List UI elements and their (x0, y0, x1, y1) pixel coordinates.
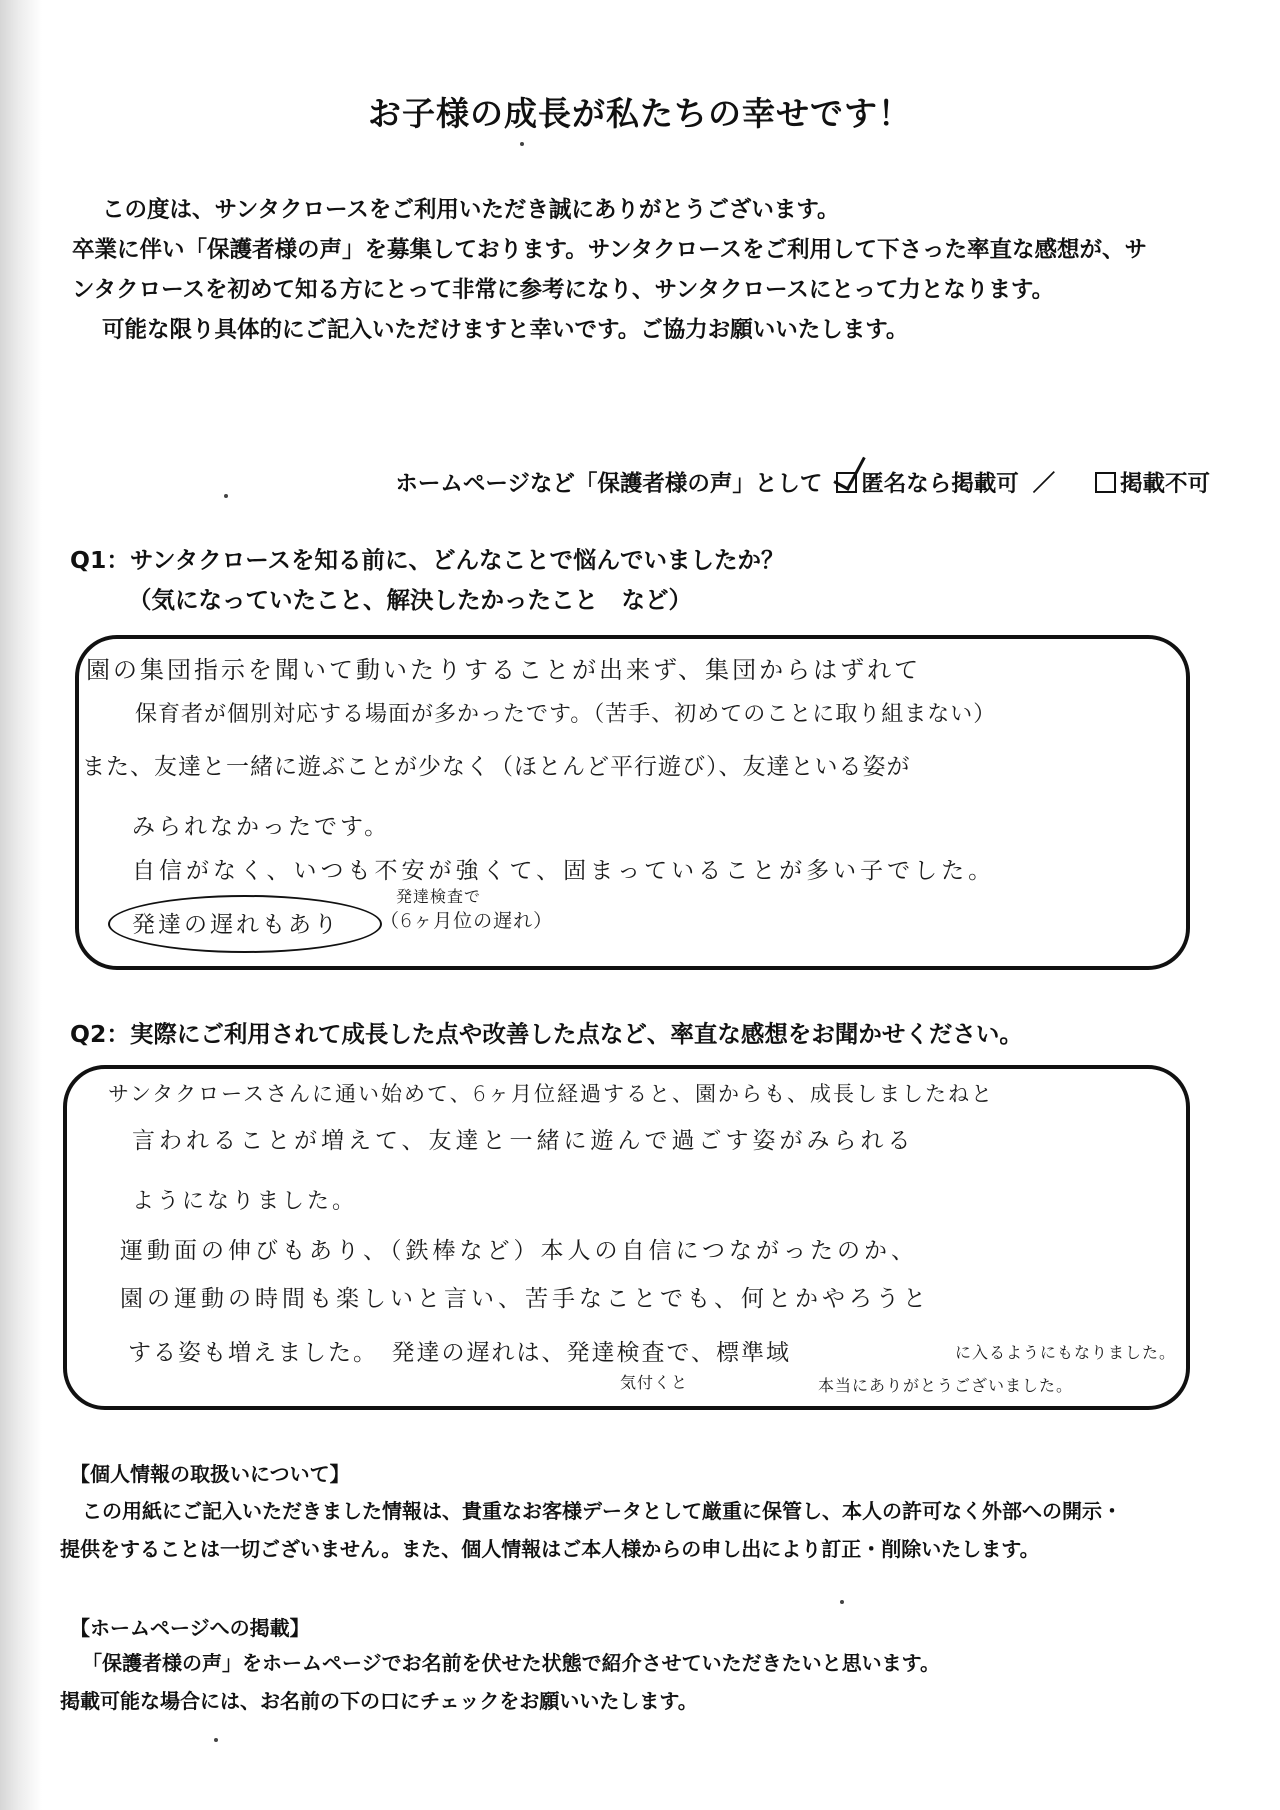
answer-1-line: 自信がなく、いつも不安が強くて、固まっていることが多い子でした。 (132, 858, 996, 884)
intro-line: この度は、サンタクロースをご利用いただき誠にありがとうございます。 (102, 197, 840, 223)
answer-2-note: 本当にありがとうございました。 (818, 1376, 1074, 1395)
consent-option-anonymous[interactable] (836, 471, 1019, 497)
question-2: Q2：実際にご利用されて成長した点や改善した点など、率直な感想をお聞かせください。 (70, 1020, 1023, 1048)
intro-line: ンタクロースを初めて知る方にとって非常に参考になり、サンタクロースにとって力となります。 (72, 277, 1055, 303)
question-1-text: Q1：サンタクロースを知る前に、どんなことで悩んでいましたか？ (70, 546, 785, 574)
privacy-text (60, 1492, 1240, 1568)
answer-1-line: 園の集団指示を聞いて動いたりすることが出来ず、集団からはずれて (86, 656, 922, 684)
homepage-line: 「保護者様の声」をホームページでお名前を伏せた状態で紹介させていただきたいと思います。 (82, 1651, 940, 1675)
consent-option-anonymous-label: 匿名なら掲載可 (861, 471, 1019, 497)
intro-line: 可能な限り具体的にご記入いただけますと幸いです。ご協力お願いいたします。 (102, 317, 909, 343)
answer-1-line: 保育者が個別対応する場面が多かったです。（苦手、初めてのことに取り組まない） (135, 702, 997, 727)
scan-speck (214, 1738, 218, 1742)
answer-1-line: みられなかったです。 (132, 814, 391, 840)
answer-2-line: 言われることが増えて、友達と一緒に遊んで過ごす姿がみられる (132, 1128, 915, 1154)
homepage-heading: 【ホームページへの掲載】 (70, 1616, 310, 1640)
answer-2-note: に入るようにもなりました。 (955, 1343, 1177, 1362)
consent-separator: ／ (1032, 471, 1056, 497)
answer-2-note: 気付くと (620, 1373, 689, 1392)
scan-edge-shadow (0, 0, 42, 1810)
answer-1-note: （6ヶ月位の遅れ） (380, 910, 554, 932)
question-1-subtext: （気になっていたこと、解決したかったこと など） (128, 586, 692, 614)
intro-text (72, 190, 1222, 350)
publication-consent (389, 466, 1210, 498)
answer-1-note: 発達検査で (396, 887, 482, 906)
consent-option-refuse-label: 掲載不可 (1119, 471, 1210, 497)
answer-2-line: 園の運動の時間も楽しいと言い、苦手なことでも、何とかやろうと (120, 1286, 930, 1312)
intro-line: 卒業に伴い「保護者様の声」を募集しております。サンタクロースをご利用して下さった率直な感想が、サ (72, 237, 1148, 263)
scan-speck (840, 1600, 844, 1604)
privacy-line: 提供をすることは一切ございません。また、個人情報はご本人様からの申し出により訂正・削除いたします。 (60, 1537, 1040, 1561)
homepage-text (60, 1644, 1240, 1720)
consent-option-refuse[interactable] (1095, 471, 1210, 497)
consent-label: ホームページなど「保護者様の声」として (395, 471, 823, 497)
scan-speck (520, 142, 524, 146)
answer-1-line: また、友達と一緒に遊ぶことが少なく（ほとんど平行遊び）、友達といる姿が (82, 754, 911, 780)
checkbox-empty-icon[interactable] (1095, 472, 1116, 493)
checkbox-checked-icon[interactable] (836, 472, 857, 493)
privacy-line: この用紙にご記入いただきました情報は、貴重なお客様データとして厳重に保管し、本人の許可なく外部への開示・ (82, 1499, 1122, 1523)
answer-2-line: ようになりました。 (132, 1189, 358, 1214)
question-1 (70, 540, 785, 620)
scan-speck (224, 494, 228, 498)
answer-1-circled-text: 発達の遅れもあり (132, 912, 340, 938)
privacy-heading: 【個人情報の取扱いについて】 (70, 1462, 350, 1486)
answer-2-line: サンタクロースさんに通い始めて、6ヶ月位経過すると、園からも、成長しましたねと (108, 1082, 994, 1106)
page-title: お子様の成長が私たちの幸せです！ (368, 94, 912, 133)
homepage-line: 掲載可能な場合には、お名前の下の口にチェックをお願いいたします。 (60, 1689, 698, 1713)
answer-2-line: 運動面の伸びもあり、（鉄棒など）本人の自信につながったのか、 (120, 1238, 919, 1264)
answer-2-line: する姿も増えました。 発達の遅れは、発達検査で、標準域 (128, 1340, 792, 1366)
